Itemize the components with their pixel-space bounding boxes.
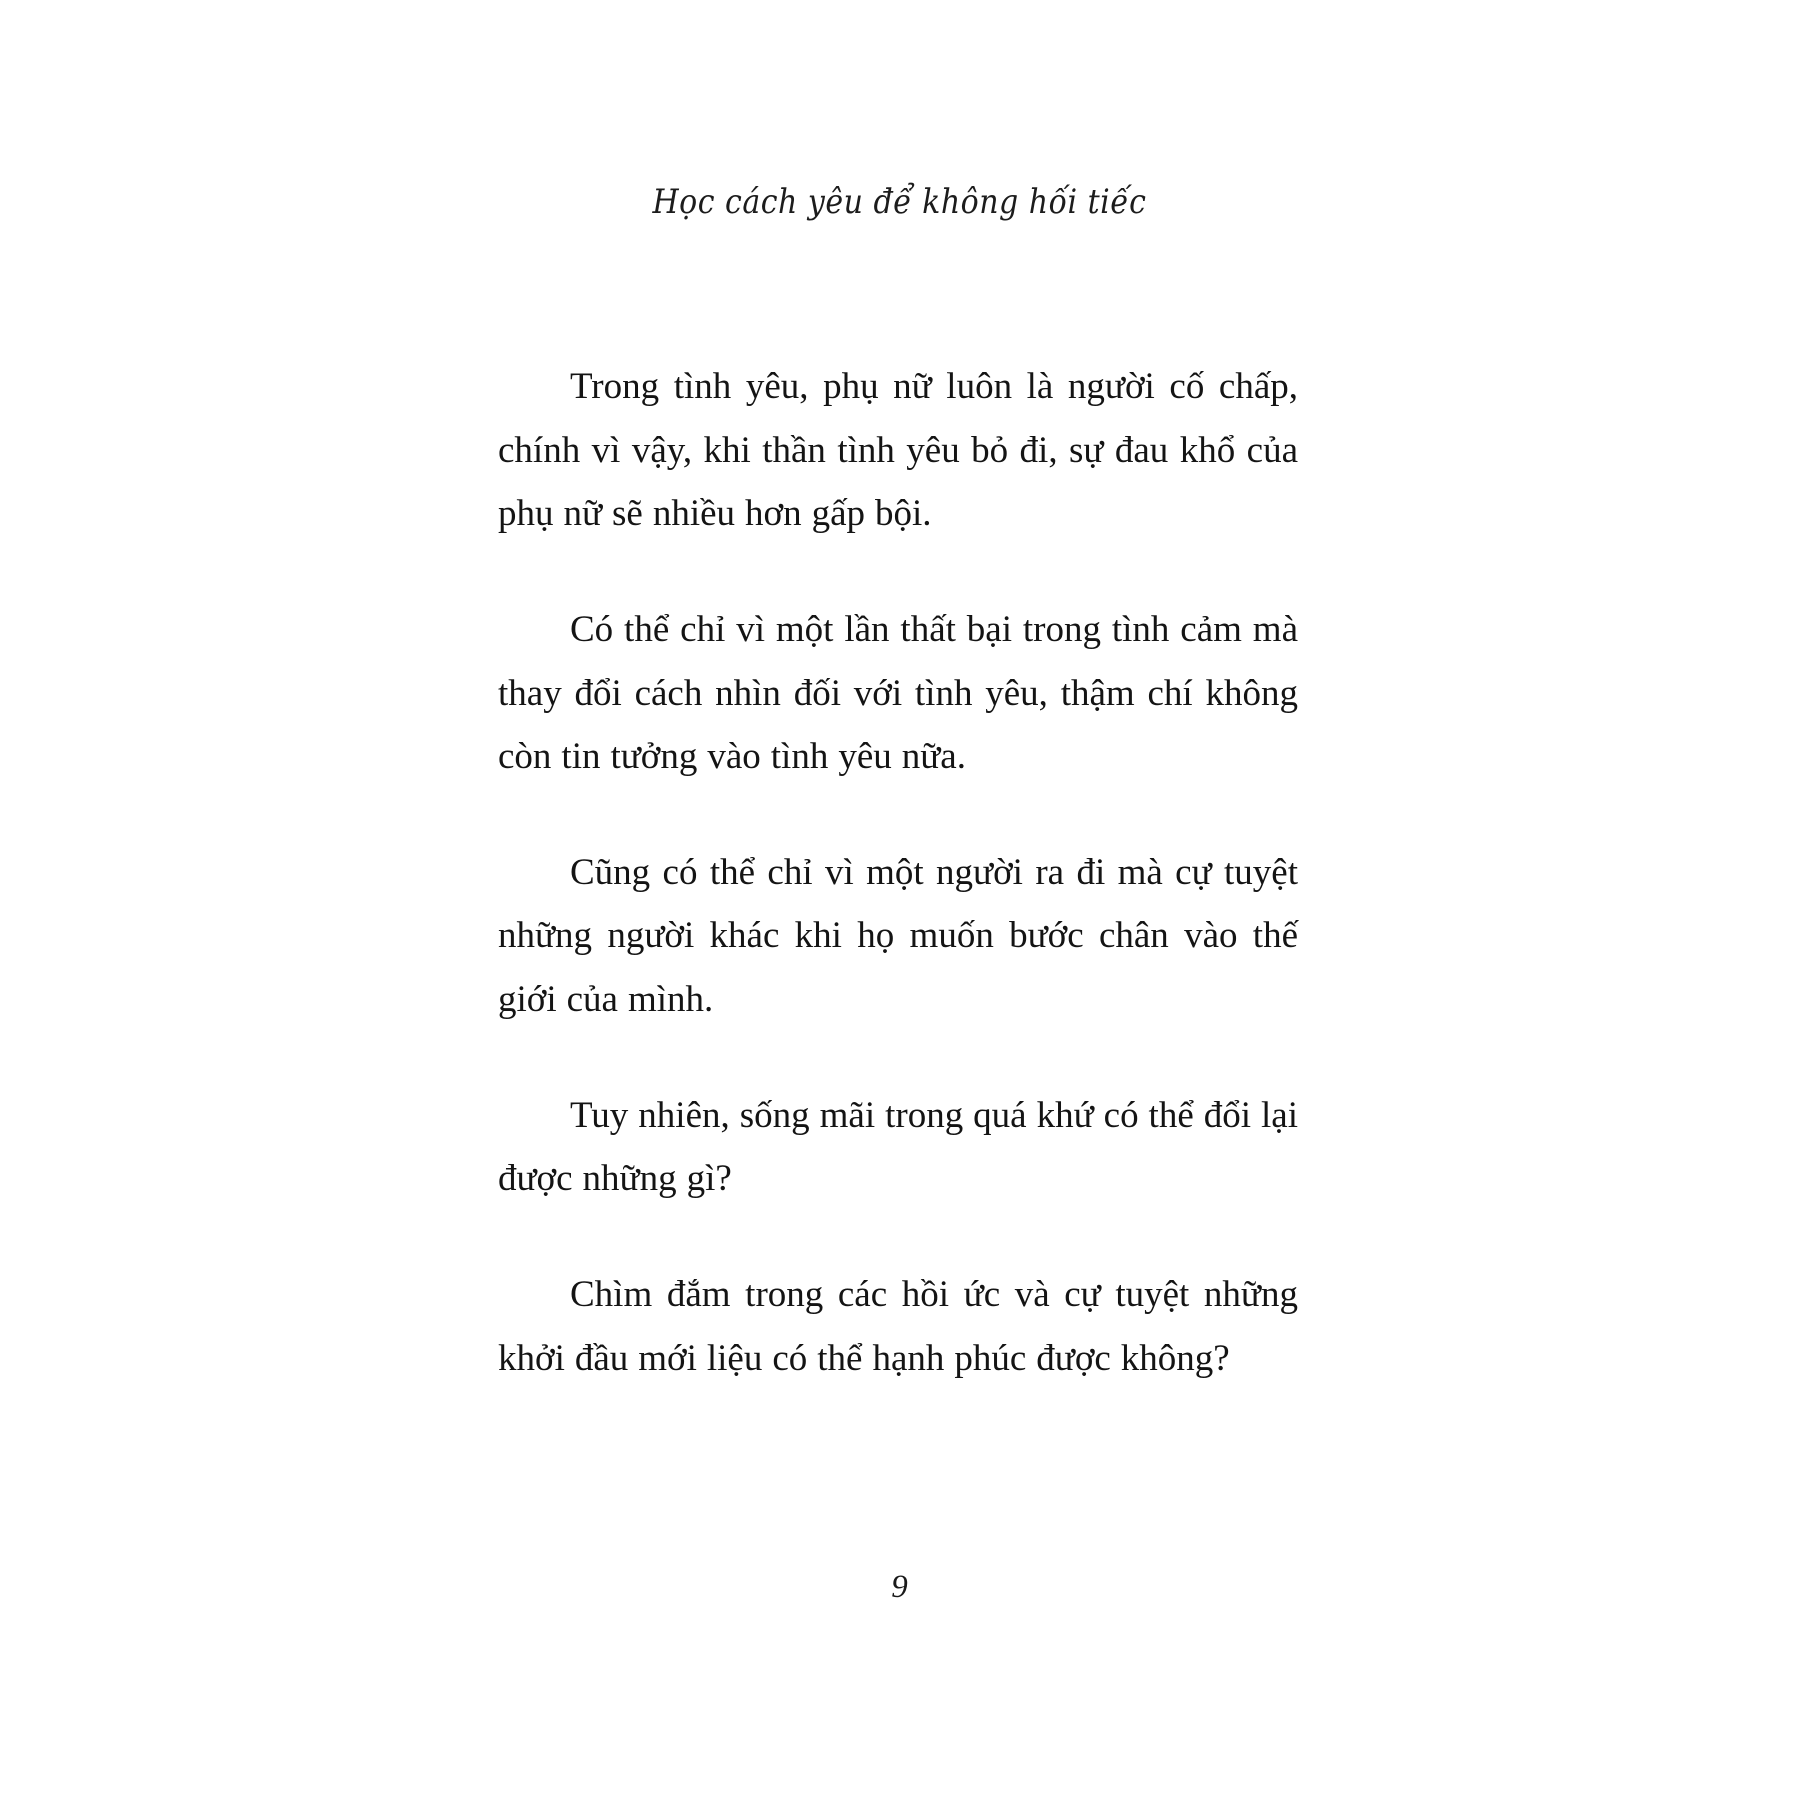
paragraph: Chìm đắm trong các hồi ức và cự tuyệt những khởi đầu mới liệu có thể hạnh phúc được không? — [498, 1273, 1298, 1379]
paragraph: Có thể chỉ vì một lần thất bại trong tình cảm mà thay đổi cách nhìn đối với tình yêu, thậm chí không còn tin tưởng vào tình yêu nữa. — [498, 608, 1298, 778]
running-head: Học cách yêu để không hối tiếc — [652, 182, 1147, 223]
page-number: 9 — [891, 1569, 908, 1605]
body-text — [498, 355, 1298, 1390]
paragraph: Trong tình yêu, phụ nữ luôn là người cố chấp, chính vì vậy, khi thần tình yêu bỏ đi, sự đau khổ của phụ nữ sẽ nhiều hơn gấp bội. — [498, 366, 1298, 535]
paragraph: Tuy nhiên, sống mãi trong quá khứ có thể đổi lại được những gì? — [498, 1094, 1298, 1200]
paragraph: Cũng có thể chỉ vì một người ra đi mà cự tuyệt những người khác khi họ muốn bước chân vào thế giới của mình. — [498, 851, 1298, 1020]
